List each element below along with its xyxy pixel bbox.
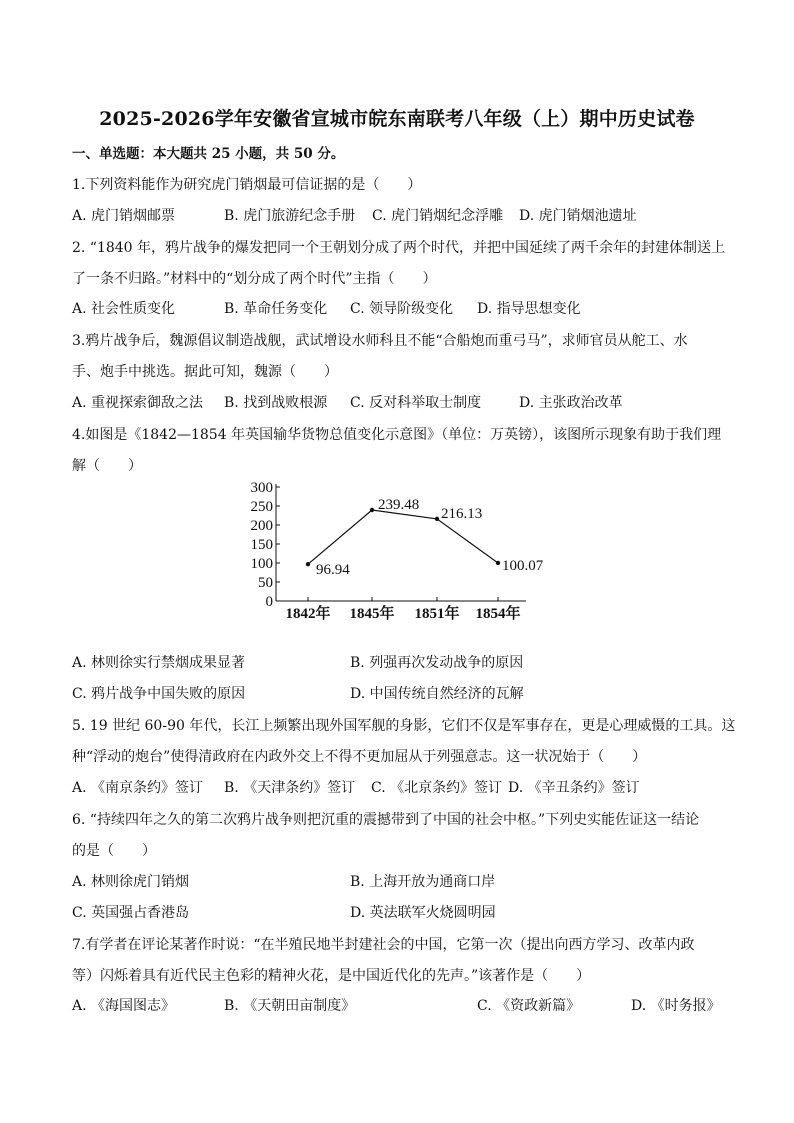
- q1-option-c: C. 虎门销烟纪念浮雕: [372, 208, 504, 224]
- y-tick-label: 150: [250, 537, 273, 553]
- page-title: 2025-2026学年安徽省宣城市皖东南联考八年级（上）期中历史试卷: [99, 108, 695, 130]
- q2-option-d: D. 指导思想变化: [477, 301, 581, 317]
- q4-option-a: A. 林则徐实行禁烟成果显著: [72, 655, 246, 671]
- question-4-stem-line2: 解（ ）: [72, 458, 142, 474]
- question-2-stem-line1: 2. “1840 年，鸦片战争的爆发把同一个王朝划分成了两个时代，并把中国延续了两千余年的封建体制送上: [72, 240, 726, 256]
- x-tick-label: 1842年: [285, 606, 331, 622]
- y-tick-label: 200: [250, 518, 273, 534]
- q7-option-b: B. 《天朝田亩制度》: [224, 998, 356, 1014]
- data-label: 96.94: [316, 562, 350, 579]
- question-4-stem-line1: 4.如图是《1842—1854 年英国输华货物总值变化示意图》（单位：万英镑），该图所示现象有助于我们理: [72, 427, 722, 443]
- q6-option-b: B. 上海开放为通商口岸: [350, 874, 496, 890]
- q4-option-c: C. 鸦片战争中国失败的原因: [72, 686, 246, 702]
- x-tick-label: 1851年: [414, 606, 460, 622]
- q5-option-d: D. 《辛丑条约》签订: [508, 780, 640, 796]
- q4-option-b: B. 列强再次发动战争的原因: [350, 655, 524, 671]
- q6-option-c: C. 英国强占香港岛: [72, 905, 190, 921]
- q2-option-c: C. 领导阶级变化: [350, 301, 454, 317]
- y-tick-label: 300: [250, 480, 273, 496]
- question-6-stem-line1: 6. “持续四年之久的第二次鸦片战争则把沉重的震撼带到了中国的社会中枢。”下列史实能佐证这一结论: [72, 812, 700, 828]
- q3-option-d: D. 主张政治改革: [519, 395, 623, 411]
- q3-option-a: A. 重视探索御敌之法: [72, 395, 204, 411]
- q6-option-a: A. 林则徐虎门销烟: [72, 874, 190, 890]
- q1-option-b: B. 虎门旅游纪念手册: [224, 208, 356, 224]
- x-tick-label: 1854年: [475, 606, 521, 622]
- q2-option-a: A. 社会性质变化: [72, 301, 176, 317]
- q7-option-a: A. 《海国图志》: [72, 998, 176, 1014]
- data-point: [496, 561, 500, 565]
- data-point: [435, 517, 439, 521]
- q2-option-b: B. 革命任务变化: [224, 301, 328, 317]
- question-7-stem-line2: 等）闪烁着具有近代民主色彩的精神火花，是中国近代化的先声。”该著作是（ ）: [72, 968, 591, 984]
- q7-option-d: D. 《时务报》: [631, 998, 721, 1014]
- question-6-stem-line2: 的是（ ）: [72, 843, 156, 859]
- y-tick-label: 0: [265, 594, 273, 610]
- data-point: [370, 508, 374, 512]
- q5-option-a: A. 《南京条约》签订: [72, 780, 204, 796]
- q4-option-d: D. 中国传统自然经济的瓦解: [350, 686, 524, 702]
- q3-option-b: B. 找到战败根源: [224, 395, 328, 411]
- question-2-stem-line2: 了一条不归路。”材料中的“划分成了两个时代”主指（ ）: [72, 271, 437, 287]
- question-3-stem-line2: 手、炮手中挑选。据此可知，魏源（ ）: [72, 364, 338, 380]
- question-3-stem-line1: 3.鸦片战争后，魏源倡议制造战舰，武试增设水师科且不能“合船炮而重弓马”，求师官员从舵工、水: [72, 333, 688, 349]
- q3-option-c: C. 反对科举取士制度: [350, 395, 482, 411]
- data-label: 216.13: [441, 505, 483, 522]
- q1-option-d: D. 虎门销烟池遗址: [519, 208, 637, 224]
- y-tick-label: 250: [250, 499, 273, 515]
- data-label: 239.48: [378, 496, 420, 513]
- question-7-stem-line1: 7.有学者在评论某著作时说：“在半殖民地半封建社会的中国，它第一次（提出向西方学习、改革内政: [72, 937, 695, 953]
- data-label: 100.07: [502, 557, 544, 574]
- question-5-stem-line2: 种“浮动的炮台”使得清政府在内政外交上不得不更加屈从于列强意志。这一状况始于（ ）: [72, 749, 647, 765]
- section-heading: 一、单选题：本大题共 25 小题，共 50 分。: [72, 146, 345, 162]
- q5-option-c: C. 《北京条约》签订: [371, 780, 503, 796]
- question-5-stem-line1: 5. 19 世纪 60-90 年代，长江上频繁出现外国军舰的身影，它们不仅是军事存在，更是心理威慑的工具。这: [72, 718, 736, 734]
- export-value-line-chart: [240, 478, 560, 624]
- x-tick-label: 1845年: [349, 606, 395, 622]
- q6-option-d: D. 英法联军火烧圆明园: [350, 905, 496, 921]
- q5-option-b: B. 《天津条约》签订: [224, 780, 356, 796]
- data-point: [306, 562, 310, 566]
- y-tick-label: 50: [258, 575, 273, 591]
- q7-option-c: C. 《资政新篇》: [477, 998, 581, 1014]
- y-tick-label: 100: [250, 556, 273, 572]
- question-1-stem: 1.下列资料能作为研究虎门销烟最可信证据的是（ ）: [72, 177, 422, 193]
- q1-option-a: A. 虎门销烟邮票: [72, 208, 176, 224]
